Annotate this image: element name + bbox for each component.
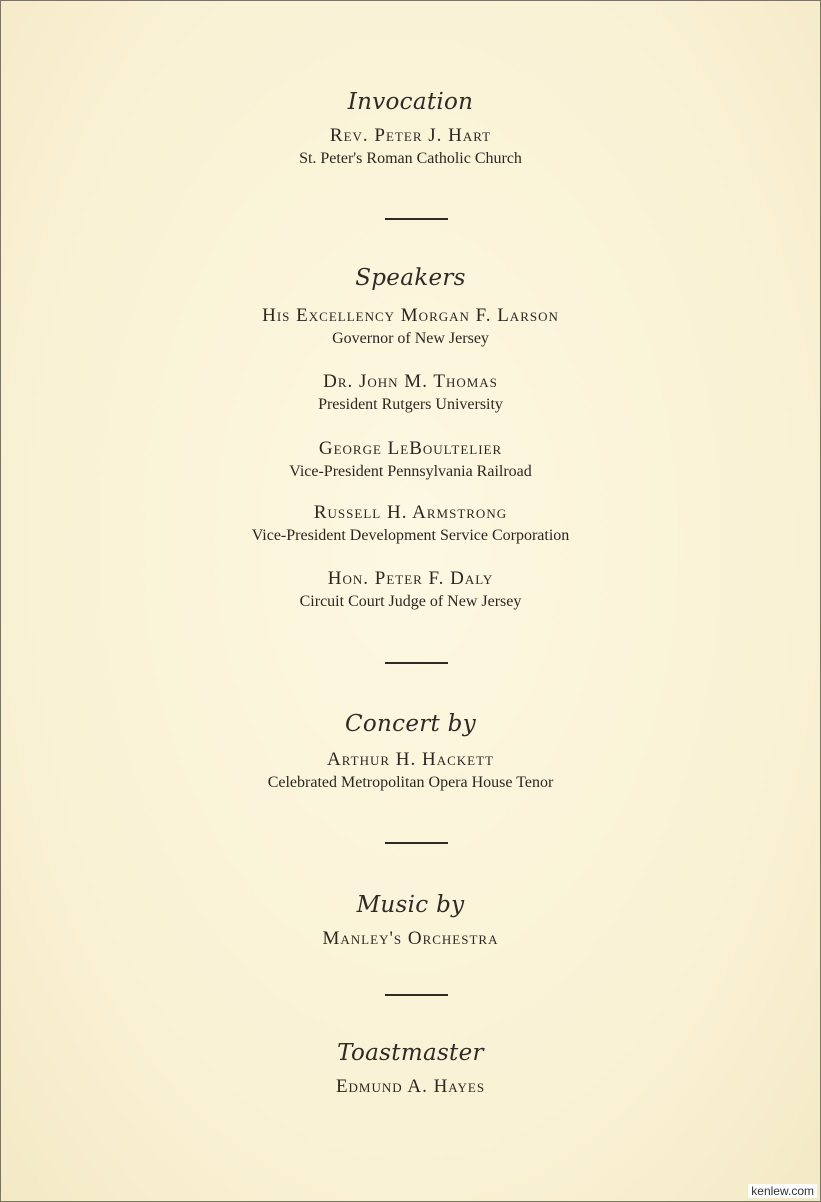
speaker-role: Vice-President Pennsylvania Railroad bbox=[289, 463, 532, 480]
speaker-entry bbox=[0, 567, 821, 613]
speaker-role: President Rutgers University bbox=[318, 396, 503, 413]
speaker-name: Dr. John M. Thomas bbox=[323, 371, 498, 392]
music-section bbox=[0, 891, 821, 951]
toastmaster-section bbox=[0, 1039, 821, 1099]
music-name: Manley's Orchestra bbox=[322, 928, 499, 949]
speaker-role: Vice-President Development Service Corporation bbox=[251, 527, 570, 544]
speaker-name: Russell H. Armstrong bbox=[313, 502, 508, 523]
speaker-entry bbox=[0, 304, 821, 350]
divider bbox=[385, 218, 448, 220]
speaker-name: Hon. Peter F. Daly bbox=[327, 568, 494, 589]
concert-section bbox=[0, 710, 821, 794]
invocation-role: St. Peter's Roman Catholic Church bbox=[299, 150, 522, 167]
concert-heading: Concert by bbox=[344, 711, 477, 737]
speakers-heading: Speakers bbox=[355, 265, 466, 291]
invocation-heading: Invocation bbox=[347, 89, 474, 115]
speakers-section bbox=[0, 264, 821, 292]
speaker-entry bbox=[0, 501, 821, 547]
speaker-role: Governor of New Jersey bbox=[332, 330, 489, 347]
toastmaster-name: Edmund A. Hayes bbox=[335, 1076, 486, 1097]
invocation-name: Rev. Peter J. Hart bbox=[329, 125, 492, 146]
concert-name: Arthur H. Hackett bbox=[327, 749, 494, 770]
divider bbox=[385, 662, 448, 664]
speaker-entry bbox=[0, 437, 821, 483]
divider bbox=[385, 994, 448, 996]
divider bbox=[385, 842, 448, 844]
invocation-section bbox=[0, 88, 821, 170]
speaker-name: George LeBoultelier bbox=[318, 438, 503, 459]
speaker-role: Circuit Court Judge of New Jersey bbox=[299, 593, 522, 610]
concert-role: Celebrated Metropolitan Opera House Tenor bbox=[267, 774, 554, 791]
speaker-entry bbox=[0, 370, 821, 416]
site-watermark: kenlew.com bbox=[748, 1184, 817, 1198]
toastmaster-heading: Toastmaster bbox=[337, 1040, 484, 1066]
music-heading: Music by bbox=[356, 892, 465, 918]
speaker-name: His Excellency Morgan F. Larson bbox=[262, 305, 559, 326]
